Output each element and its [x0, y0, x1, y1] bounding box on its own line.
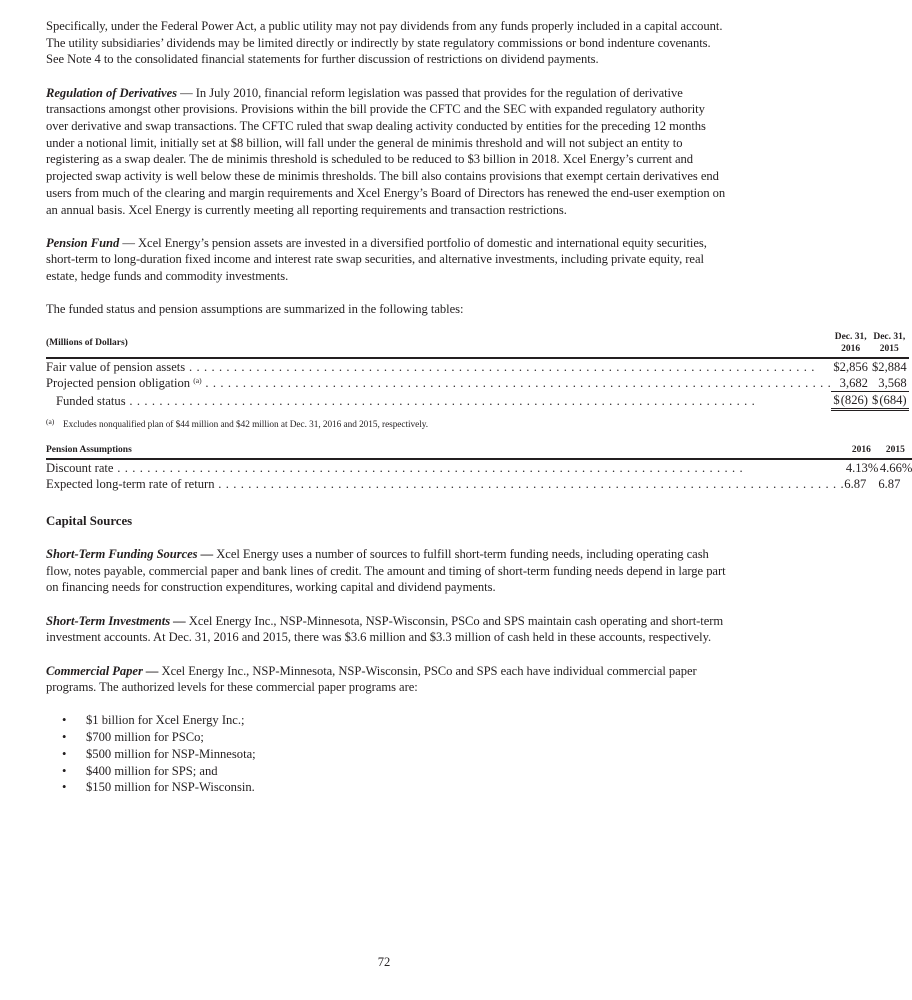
- short-term-investments-body: Xcel Energy Inc., NSP-Minnesota, NSP-Wisconsin, PSCo and SPS maintain cash operating and short-term investment accounts. At Dec. 31, 2016 and 2015, there was $3.6 million and $3.3 million of cash held in these accounts, respectively.: [46, 613, 724, 645]
- short-term-investments-paragraph: [46, 613, 726, 646]
- row-label: Discount rate . . .: [46, 460, 844, 476]
- footnote-ref: (a): [193, 376, 202, 386]
- cell-value: 3,682: [839, 376, 868, 391]
- dividends-paragraph: Specifically, under the Federal Power Act, a public utility may not pay dividends from any funds properly included in a capital account. The utility subsidiaries’ dividends may be limited directly or indirectly by state regulatory commissions or bond indenture covenants. See Note 4 to the consolidated financial statements for further discussion of restrictions on dividend payments.: [46, 19, 723, 67]
- bullet-icon: •: [62, 713, 67, 728]
- list-item: • $400 million for SPS; and: [62, 763, 218, 778]
- bullet-icon: •: [62, 763, 67, 778]
- cell-value: (826): [840, 392, 870, 410]
- table-row: [46, 476, 912, 492]
- derivatives-paragraph: [46, 85, 726, 219]
- column-header: Dec. 31, 2015: [870, 331, 909, 358]
- capital-sources-heading: Capital Sources: [46, 514, 133, 529]
- currency-symbol: $: [870, 392, 878, 410]
- list-item: • $700 million for PSCo;: [62, 730, 204, 745]
- column-header: 2015: [878, 444, 912, 459]
- list-item: • $1 billion for Xcel Energy Inc.;: [62, 713, 245, 728]
- commercial-paper-body: Xcel Energy Inc., NSP-Minnesota, NSP-Wisconsin, PSCo and SPS each have individual commercial paper programs. The authorized levels for these commercial paper programs are:: [46, 663, 697, 695]
- bullet-icon: •: [62, 746, 67, 761]
- tables-intro: The funded status and pension assumptions are summarized in the following tables:: [46, 302, 464, 317]
- cell-value: 6.87: [878, 477, 901, 492]
- funded-status-table: [46, 331, 909, 411]
- pension-fund-body: — Xcel Energy’s pension assets are invested in a diversified portfolio of domestic and international equity securities, short-term to long-duration fixed income and interest rate swap securities, and alternative investments, including private equity, real estate, hedge funds and commodity investments.: [46, 235, 707, 284]
- commercial-paper-list: [46, 712, 726, 796]
- table-row-total: [46, 392, 909, 410]
- table-row: [46, 459, 912, 476]
- pension-assumptions-table: [46, 444, 912, 492]
- list-item: • $150 million for NSP-Wisconsin.: [62, 780, 255, 795]
- cell-value: 2,856: [839, 360, 868, 375]
- row-label: Projected pension obligation $^{(a)}$ . . .: [46, 375, 831, 391]
- bullet-icon: •: [62, 780, 67, 795]
- column-header: Dec. 31, 2016: [831, 331, 870, 358]
- table-header-label: (Millions of Dollars): [46, 331, 831, 358]
- cell-value: 4.66%: [879, 461, 912, 476]
- derivatives-lead: Regulation of Derivatives: [46, 85, 177, 100]
- table-row: [46, 358, 909, 375]
- commercial-paper-paragraph: [46, 663, 726, 696]
- cell-value: 4.13%: [845, 461, 879, 476]
- currency-symbol: $: [871, 360, 879, 375]
- page-number: 72: [377, 955, 391, 969]
- short-term-funding-body: Xcel Energy uses a number of sources to fulfill short-term funding needs, including operating cash flow, notes payable, commercial paper and bank lines of credit. The amount and timing of short-term funding needs depend in large part on financing needs for construction expenditures, working capital and dividend payments.: [46, 547, 726, 595]
- pension-fund-paragraph: [46, 235, 726, 285]
- short-term-investments-lead: Short-Term Investments —: [46, 613, 186, 628]
- cell-value: 2,884: [878, 360, 907, 375]
- cell-value: 6.87: [844, 477, 867, 492]
- currency-symbol: [831, 375, 839, 392]
- row-label: Fair value of pension assets . . .: [46, 359, 831, 375]
- row-label: Funded status . . .: [56, 393, 831, 409]
- document-page: [46, 18, 912, 796]
- list-item: • $500 million for NSP-Minnesota;: [62, 746, 256, 761]
- row-label: Expected long-term rate of return . . .: [46, 476, 844, 492]
- short-term-funding-lead: Short-Term Funding Sources —: [46, 547, 214, 562]
- table-row: [46, 375, 909, 392]
- short-term-funding-paragraph: [46, 546, 726, 596]
- cell-value: (684): [878, 392, 908, 410]
- table-header-label: Pension Assumptions: [46, 444, 844, 459]
- footnote-marker: (a): [46, 417, 55, 427]
- table-header-row: [46, 444, 912, 459]
- column-header: 2016: [844, 444, 878, 459]
- currency-symbol: $: [833, 360, 840, 375]
- table-footnote: [46, 416, 726, 431]
- currency-symbol: $: [831, 392, 839, 410]
- bullet-icon: •: [62, 730, 67, 745]
- currency-symbol: [870, 375, 878, 392]
- commercial-paper-lead: Commercial Paper —: [46, 663, 159, 678]
- derivatives-body: — In July 2010, financial reform legislation was passed that provides for the regulation of derivative transactions amongst other provisions. Provisions within the bill provide the CFTC and the SEC with expanded regulatory authority over derivative and swap transactions. The CFTC ruled that swap dealing activity conducted by entities for the preceding 12 months under a notional limit, initially set at $8 billion, will fall under the general de minimis threshold and will not subject an entity to registering as a swap dealer. The de minimis threshold is scheduled to be reduced to $3 billion in 2018. Xcel Energy’s current and projected swap activity is well below these de minimis thresholds. The bill also contains provisions that exempt certain derivatives end users from much of the clearing and margin requirements and Xcel Energy’s Board of Directors has renewed the end-user exemption on an annual basis. Xcel Energy is currently meeting all reporting requirements and transaction restrictions.: [46, 85, 726, 217]
- table-header-row: [46, 331, 909, 358]
- footnote-text: Excludes nonqualified plan of $44 million and $42 million at Dec. 31, 2016 and 2015, respectively.: [63, 420, 429, 431]
- pension-fund-lead: Pension Fund: [46, 235, 120, 250]
- cell-value: 3,568: [878, 376, 907, 391]
